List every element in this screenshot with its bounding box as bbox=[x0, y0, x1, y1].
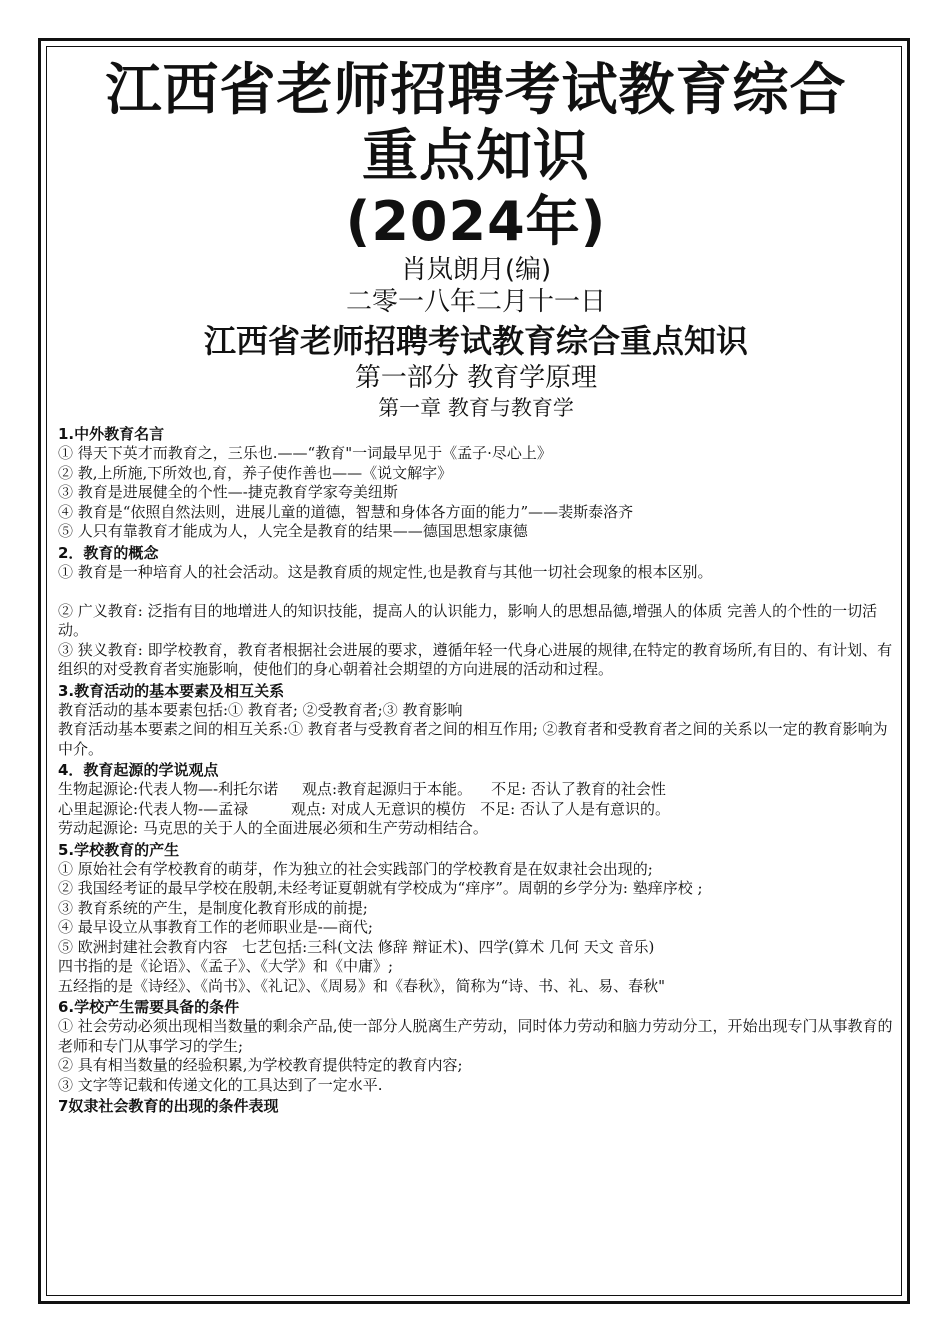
section-heading: 5.学校教育的产生 bbox=[58, 840, 180, 859]
section-heading: 2．教育的概念 bbox=[58, 543, 159, 562]
section-line: ③ 狭义教育: 即学校教育，教育者根据社会进展的要求，遵循年轻一代身心进展的规律,在特定的教育场所,有目的、有计划、有组织的对受教育者实施影响，使他们的身心朝着社会期望的方向进展的活动和过程。 bbox=[58, 640, 893, 678]
section-2 bbox=[58, 543, 894, 680]
cover-title-line1: 江西省老师招聘考试教育综合 bbox=[105, 58, 847, 123]
section-heading: 1.中外教育名言 bbox=[58, 425, 165, 443]
section-line: 生物起源论:代表人物—-利托尔诺 观点:教育起源归于本能。 不足: 否认了教育的社会性 bbox=[58, 780, 666, 798]
section-line: ② 广义教育: 泛指有目的地增进人的知识技能，提高人的认识能力，影响人的思想品德,增强人的体质 完善人的个性的一切活动。 bbox=[58, 601, 878, 639]
section-line: ③ 教育是进展健全的个性—-捷克教育学家夸美纽斯 bbox=[58, 483, 398, 501]
document-content bbox=[58, 58, 894, 1116]
section-line: ⑤ 欧洲封建社会教育内容 七艺包括:三科(文法 修辞 辩证术)、四学(算术 几何 天文 音乐) bbox=[58, 937, 655, 956]
section-line: 劳动起源论: 马克思的关于人的全面进展必须和生产劳动相结合。 bbox=[58, 819, 488, 837]
section-line: ① 教育是一种培育人的社会活动。这是教育质的规定性,也是教育与其他一切社会现象的根本区别。 bbox=[58, 562, 713, 581]
chapter-heading: 第一章 教育与教育学 bbox=[378, 396, 574, 420]
section-line: 教育活动的基本要素包括:① 教育者; ②受教育者;③ 教育影响 bbox=[58, 700, 463, 719]
section-heading: 7奴隶社会教育的出现的条件表现 bbox=[58, 1097, 279, 1115]
document-main-heading: 江西省老师招聘考试教育综合重点知识 bbox=[203, 322, 748, 360]
section-line: ② 具有相当数量的经验积累,为学校教育提供特定的教育内容; bbox=[58, 1056, 463, 1074]
cover-author: 肖岚朗月(编) bbox=[400, 255, 552, 285]
part-heading: 第一部分 教育学原理 bbox=[354, 363, 598, 393]
section-7 bbox=[58, 1096, 894, 1116]
section-heading: 4．教育起源的学说观点 bbox=[58, 761, 219, 779]
section-line: ① 原始社会有学校教育的萌芽，作为独立的社会实践部门的学校教育是在奴隶社会出现的; bbox=[58, 859, 653, 878]
section-line: ③ 文字等记载和传递文化的工具达到了一定水平. bbox=[58, 1075, 383, 1094]
section-blank-line bbox=[58, 582, 894, 602]
section-line: 教育活动基本要素之间的相互关系:① 教育者与受教育者之间的相互作用; ②教育者和受教育者之间的关系以一定的教育影响为中介。 bbox=[58, 720, 888, 758]
section-line: ② 我国经考证的最早学校在殷朝,未经考证夏朝就有学校成为“痒序”。周朝的乡学分为: 塾痒序校 ; bbox=[58, 879, 703, 897]
section-line: ⑤ 人只有靠教育才能成为人，人完全是教育的结果——德国思想家康德 bbox=[58, 522, 528, 540]
section-1 bbox=[58, 424, 894, 542]
section-line: 心里起源论:代表人物-—孟禄 观点: 对成人无意识的模仿 不足: 否认了人是有意识的。 bbox=[58, 799, 670, 818]
cover-title-year: (2024年) bbox=[345, 190, 607, 253]
section-line: ③ 教育系统的产生，是制度化教育形成的前提; bbox=[58, 898, 368, 917]
section-line: ① 得天下英才而教育之，三乐也.——“教育"一词最早见于《孟子·尽心上》 bbox=[58, 444, 552, 462]
section-3 bbox=[58, 681, 894, 760]
section-6 bbox=[58, 997, 894, 1095]
section-5 bbox=[58, 840, 894, 997]
section-heading: 6.学校产生需要具备的条件 bbox=[58, 998, 240, 1016]
section-4 bbox=[58, 760, 894, 839]
cover-title-line2: 重点知识 bbox=[362, 124, 590, 189]
cover-date: 二零一八年二月十一日 bbox=[345, 287, 606, 317]
section-line: ④ 最早设立从事教育工作的老师职业是-—商代; bbox=[58, 918, 373, 936]
section-line: ④ 教育是“依照自然法则，进展儿童的道德，智慧和身体各方面的能力”——裴斯泰洛齐 bbox=[58, 502, 634, 521]
section-line: 五经指的是《诗经》、《尚书》、《礼记》、《周易》和《春秋》，简称为“诗、书、礼、易、春秋" bbox=[58, 976, 666, 995]
section-line: ① 社会劳动必须出现相当数量的剩余产品,使一部分人脱离生产劳动，同时体力劳动和脑力劳动分工，开始出现专门从事教育的老师和专门从事学习的学生; bbox=[58, 1017, 893, 1055]
section-heading: 3.教育活动的基本要素及相互关系 bbox=[58, 681, 285, 700]
sections bbox=[58, 424, 894, 1116]
section-line: ② 教,上所施,下所效也,育，养子使作善也——《说文解字》 bbox=[58, 463, 453, 482]
section-line: 四书指的是《论语》、《孟子》、《大学》和《中庸》; bbox=[58, 957, 394, 975]
